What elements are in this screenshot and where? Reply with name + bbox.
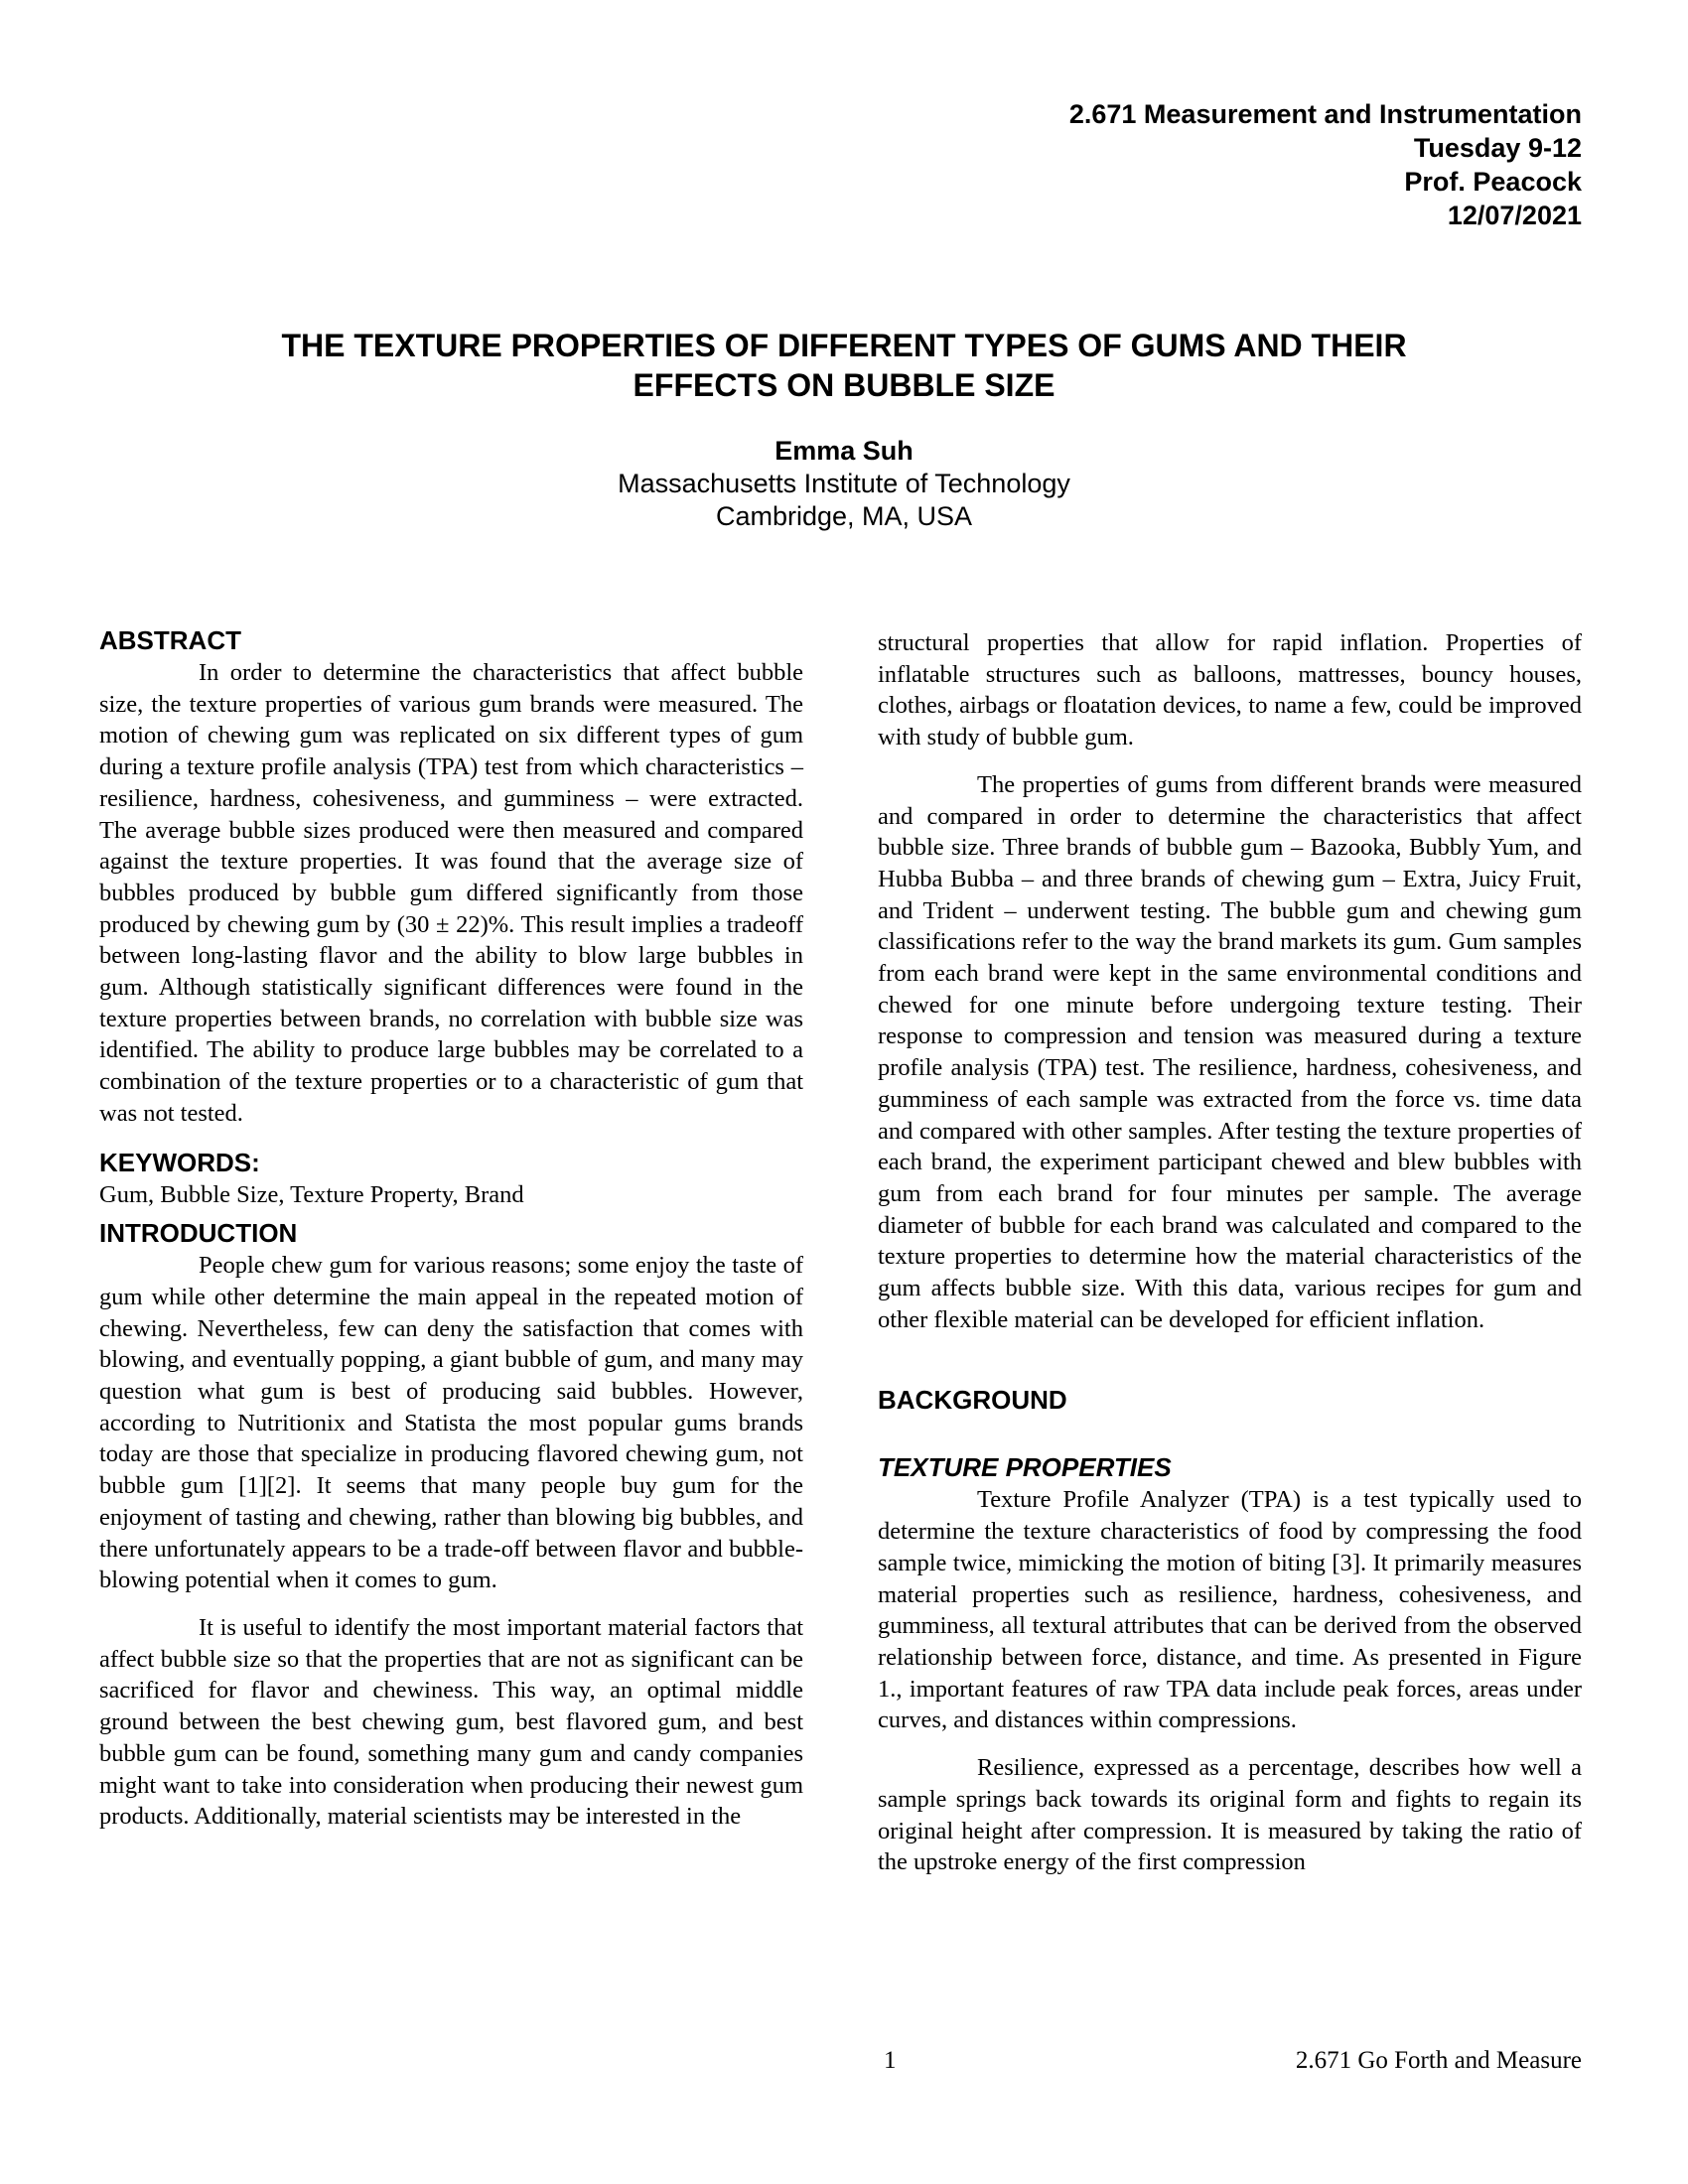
background-heading: BACKGROUND <box>878 1385 1067 1416</box>
course-header <box>1069 97 1582 232</box>
keywords-heading: KEYWORDS: <box>99 1147 260 1177</box>
footer-tagline: 2.671 Go Forth and Measure <box>1295 2047 1582 2074</box>
background-paragraph-2: Resilience, expressed as a percentage, describes how well a sample springs back towards its original form and fights to regain its original height after compression. It is measured by taking the ratio of the upstroke energy of the first compression <box>878 1754 1582 1876</box>
course-name: 2.671 Measurement and Instrumentation <box>1068 99 1582 129</box>
paper-title-line-1: THE TEXTURE PROPERTIES OF DIFFERENT TYPES OF GUMS AND THEIR <box>281 328 1407 363</box>
abstract-heading: ABSTRACT <box>99 625 241 655</box>
texture-properties-subheading: TEXTURE PROPERTIES <box>878 1452 1172 1483</box>
introduction-paragraph-3: The properties of gums from different brands were measured and compared in order to determine the characteristics that affect bubble size. Three brands of bubble gum – Bazooka, Bubbly Yum, and Hubba Bubba – and three brands of chewing gum – Extra, Juicy Fruit, and Trident – underwent testing. The bubble gum and chewing gum classifications refer to the way the brand markets its gum. Gum samples from each brand were kept in the same environmental conditions and chewed for one minute before undergoing texture testing. Their response to compression and tension was measured during a texture profile analysis (TPA) test. The resilience, hardness, cohesiveness, and gumminess of each sample was extracted from the force vs. time data and compared with other samples. After testing the texture properties of each brand, the experiment participant chewed and blew bubbles with gum from each brand for four minutes per sample. The average diameter of bubble for each brand was calculated and compared to the texture properties to determine how the material characteristics of the gum affects bubble size. With this data, various recipes for gum and other flexible material can be developed for efficient inflation. <box>878 770 1582 1333</box>
left-column <box>99 623 803 1833</box>
keywords-text: Gum, Bubble Size, Texture Property, Brand <box>99 1180 524 1208</box>
background-paragraph-1: Texture Profile Analyzer (TPA) is a test typically used to determine the texture characteristics of food by compressing the food sample twice, mimicking the motion of biting [3]. It primarily measures material properties such as resilience, hardness, cohesiveness, and gumminess, all textural attributes that can be derived from the observed relationship between force, distance, and time. As presented in Figure 1., important features of raw TPA data include peak forces, areas under curves, and distances within compressions. <box>878 1486 1582 1734</box>
introduction-paragraph-1: People chew gum for various reasons; some enjoy the taste of gum while other determine the main appeal in the repeated motion of chewing. Nevertheless, few can deny the satisfaction that comes with blowing, and eventually popping, a giant bubble of gum, and many may question what gum is best of producing said bubbles. However, according to Nutritionix and Statista the most popular gums brands today are those that specialize in producing flavored chewing gum, not bubble gum [1][2]. It seems that many people buy gum for the enjoyment of tasting and chewing, rather than blowing big bubbles, and there unfortunately appears to be a trade-off between flavor and bubble-blowing potential when it comes to gum. <box>99 1252 803 1594</box>
paper-title-line-2: EFFECTS ON BUBBLE SIZE <box>633 367 1055 403</box>
introduction-paragraph-2-continued: structural properties that allow for rapid inflation. Properties of inflatable structures such as balloons, mattresses, bouncy houses, clothes, airbags or floatation devices, to name a few, could be improved with study of bubble gum. <box>878 629 1582 751</box>
abstract-text: In order to determine the characteristics that affect bubble size, the texture properties of various gum brands were measured. The motion of chewing gum was replicated on six different types of gum during a texture profile analysis (TPA) test from which characteristics – resilience, hardness, cohesiveness, and gumminess – were extracted. The average bubble sizes produced were then measured and compared against the texture properties. It was found that the average size of bubbles produced by bubble gum differed significantly from those produced by chewing gum by (30 ± 22)%. This result implies a tradeoff between long-lasting flavor and the ability to blow large bubbles in gum. Although statistically significant differences were found in the texture properties between brands, no correlation with bubble size was identified. The ability to produce large bubbles may be correlated to a combination of the texture properties or to a characteristic of gum that was not tested. <box>99 659 803 1127</box>
author-location: Cambridge, MA, USA <box>715 501 973 531</box>
introduction-heading: INTRODUCTION <box>99 1218 298 1249</box>
introduction-paragraph-2: It is useful to identify the most important material factors that affect bubble size so that the properties that are not as significant can be sacrificed for flavor and chewiness. This way, an optimal middle ground between the best chewing gum, best flavored gum, and best bubble gum can be found, something many gum and candy companies might want to take into consideration when producing their newest gum products. Additionally, material scientists may be interested in the <box>99 1613 803 1831</box>
page-number: 1 <box>884 2047 897 2074</box>
right-column <box>878 627 1582 1878</box>
paper-title <box>0 326 1688 405</box>
course-section: Tuesday 9-12 <box>1413 133 1582 163</box>
author-institution: Massachusetts Institute of Technology <box>618 469 1070 498</box>
course-professor: Prof. Peacock <box>1404 167 1582 197</box>
author-name: Emma Suh <box>774 436 914 466</box>
course-date: 12/07/2021 <box>1447 201 1582 230</box>
author-block <box>0 435 1688 533</box>
